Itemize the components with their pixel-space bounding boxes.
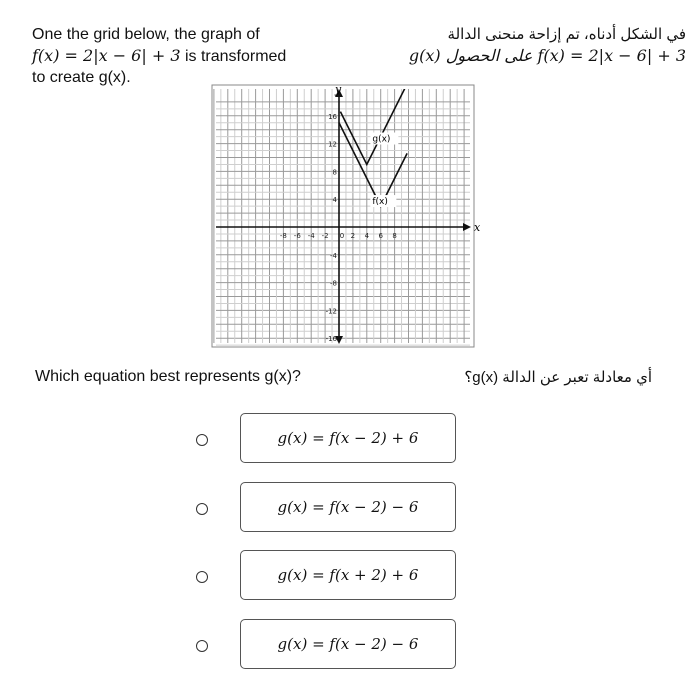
choice-2-option[interactable]: g(x) = f(x − 2) − 6 [240,482,456,532]
x-tick-label: 8 [392,232,397,240]
x-tick-label: 2 [350,232,356,240]
y-tick-label: -12 [325,307,337,316]
y-tick-label: 8 [332,168,337,177]
prompt-english: Which equation best represents g(x)? [35,368,301,385]
choice-2[interactable] [196,482,464,536]
choice-1-radio[interactable] [196,434,208,446]
prompt-arabic: أي معادلة تعبر عن الدالة g(x)؟ [464,369,652,386]
question-english-fx: f(x) = 2|x − 6| + 3 [32,46,181,65]
choice-3[interactable] [196,550,464,604]
x-tick-label: -8 [279,232,287,240]
x-tick-label: -4 [307,232,315,240]
choice-2-radio[interactable] [196,503,208,515]
x-tick-label: -6 [293,232,301,240]
x-tick-label: -2 [321,232,329,240]
question-english-line3: to create g(x). [32,69,131,86]
choice-3-radio[interactable] [196,571,208,583]
y-tick-label: 12 [328,140,337,149]
choice-3-option[interactable]: g(x) = f(x + 2) + 6 [240,550,456,600]
choice-1[interactable] [196,413,464,467]
question-arabic [386,24,686,66]
y-tick-label: 16 [328,112,337,121]
x-axis-label: x [474,221,481,234]
question-arabic-line1: في الشكل أدناه، تم إزاحة منحنى الدالة [447,26,686,43]
question-english-line2-suffix: is transformed [180,48,287,65]
graph-canvas [212,83,481,347]
question-arabic-line2: g(x) على الحصول f(x) = 2|x − 6| + 3 [408,46,686,65]
y-tick-label: -8 [330,279,337,288]
x-tick-label: 6 [378,232,383,240]
choice-1-option[interactable]: g(x) = f(x − 2) + 6 [240,413,456,463]
y-tick-label: -4 [330,251,337,260]
x-tick-label: 4 [364,232,370,240]
choice-4-radio[interactable] [196,640,208,652]
choice-4[interactable] [196,619,464,673]
x-tick-label: 0 [339,232,345,240]
f-curve-label: f(x) [372,197,388,208]
y-tick-label: 4 [332,196,337,205]
y-tick-label: -16 [325,335,337,344]
g-curve-label: g(x) [372,134,391,145]
graph-border [212,85,474,347]
y-axis-label: y [335,83,342,96]
question-english [32,24,362,88]
coordinate-graph [212,83,481,347]
question-english-line1: One the grid below, the graph of [32,26,260,43]
choice-4-option[interactable]: g(x) = f(x − 2) − 6 [240,619,456,669]
